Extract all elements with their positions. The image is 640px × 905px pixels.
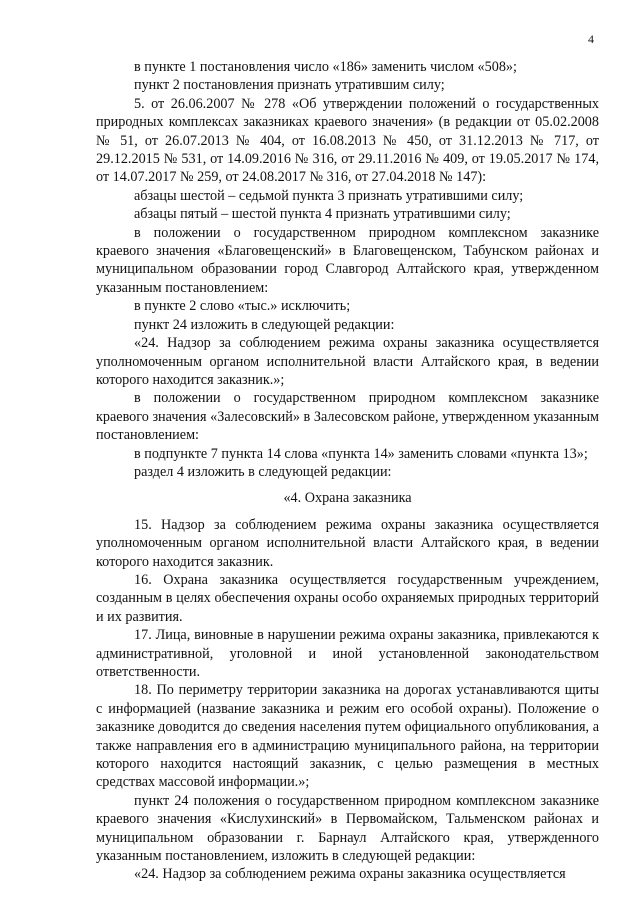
- paragraph: 18. По периметру территории заказника на дорогах устанавливаются щиты с информацией (название заказника и режим его особой охраны). Положение о заказнике доводится до сведения населения путем официального опубликования, а также направления его в администрацию муниципального района, на территории которого находится настоящий заказник, с целью размещения в местных средствах массовой информации.»;: [96, 682, 599, 791]
- paragraph: в положении о государственном природном комплексном заказнике краевого значения «Залесовский» в Залесовском районе, утвержденном указанным постановлением:: [96, 390, 599, 444]
- paragraph: в положении о государственном природном комплексном заказнике краевого значения «Благовещенский» в Благовещенском, Табунском районах и муниципальном образовании город Славгород Алтайского края, утвержденном указанным постановлением:: [96, 224, 599, 296]
- paragraph: в подпункте 7 пункта 14 слова «пункта 14» заменить словами «пункта 13»;: [134, 445, 588, 462]
- paragraph: в пункте 2 слово «тыс.» исключить;: [134, 298, 351, 315]
- page-number: 4: [588, 32, 594, 46]
- paragraph: 15. Надзор за соблюдением режима охраны заказника осуществляется уполномоченным органом исполнительной власти Алтайского края, в ведении которого находится заказник.: [96, 516, 599, 570]
- document-body: [96, 58, 599, 884]
- paragraph: абзацы пятый – шестой пункта 4 признать утратившими силу;: [134, 206, 511, 223]
- paragraph: пункт 24 изложить в следующей редакции:: [134, 316, 395, 333]
- paragraph: «24. Надзор за соблюдением режима охраны заказника осуществляется: [134, 866, 566, 883]
- paragraph: 16. Охрана заказника осуществляется государственным учреждением, созданным в целях обеспечения охраны особо охраняемых природных территорий и их развития.: [96, 571, 599, 625]
- paragraph: «24. Надзор за соблюдением режима охраны заказника осуществляется уполномоченным органом исполнительной власти Алтайского края, в ведении которого находится заказник.»;: [96, 335, 599, 388]
- paragraph: раздел 4 изложить в следующей редакции:: [134, 463, 392, 480]
- paragraph: пункт 2 постановления признать утратившим силу;: [134, 77, 445, 94]
- paragraph: абзацы шестой – седьмой пункта 3 признать утратившими силу;: [134, 187, 524, 204]
- paragraph: 17. Лица, виновные в нарушении режима охраны заказника, привлекаются к административной, уголовной и иной установленной законодательством ответственности.: [96, 627, 599, 680]
- section-heading: «4. Охрана заказника: [283, 490, 412, 507]
- paragraph: в пункте 1 постановления число «186» заменить числом «508»;: [134, 59, 517, 75]
- paragraph: 5. от 26.06.2007 № 278 «Об утверждении положений о государственных природных комплексах заказниках краевого значения» (в редакции от 05.02.2008 № 51, от 26.07.2013 № 404, от 16.08.2013 № 450, от 31.12.2013 № 717, от 29.12.2015 № 531, от 14.09.2016 № 316, от 29.11.2016 № 409, от 19.05.2017 № 174, от 14.07.2017 № 259, от 24.08.2017 № 316, от 27.04.2018 № 147):: [96, 95, 599, 186]
- paragraph: пункт 24 положения о государственном природном комплексном заказнике краевого значения «Кислухинский» в Первомайском, Тальменском районах и муниципальном образовании г. Барнаул Алтайского края, утвержденного указанным постановлением, изложить в следующей редакции:: [96, 792, 599, 865]
